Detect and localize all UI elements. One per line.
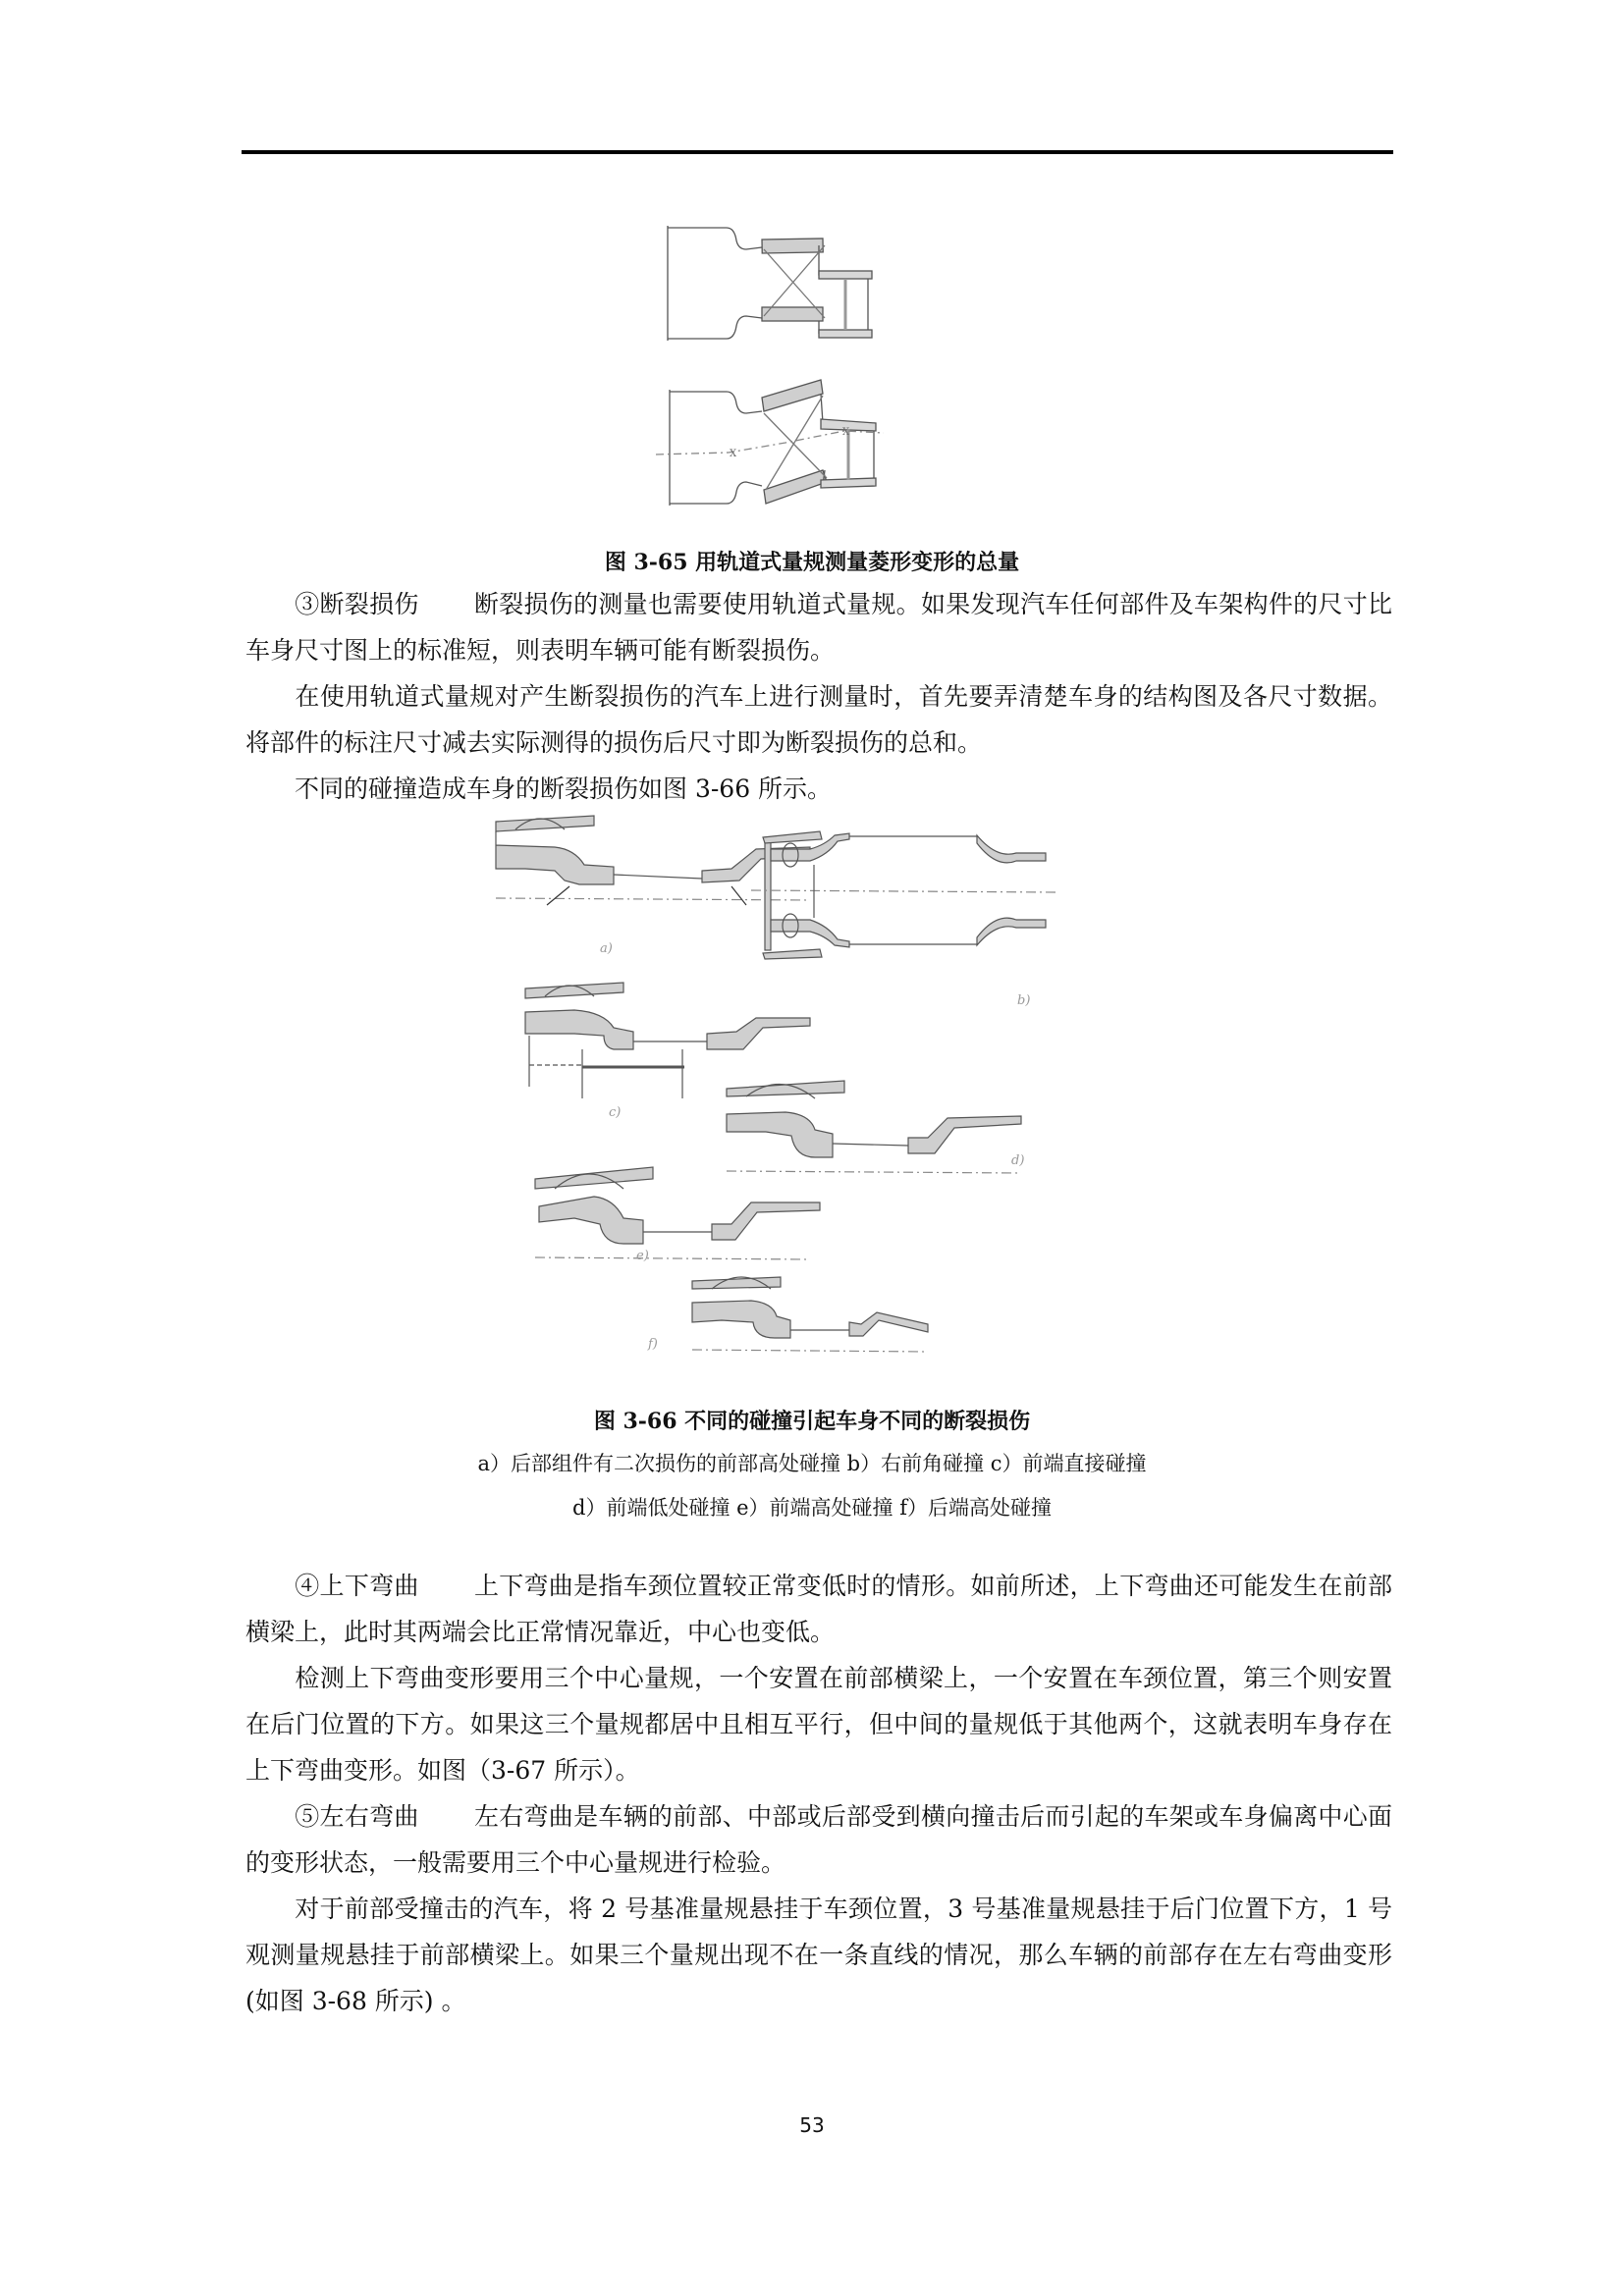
figure-3-66-subcaption-line2: d）前端低处碰撞 e）前端高处碰撞 f）后端高处碰撞 (572, 1496, 1052, 1520)
paragraph-text: 上下弯曲是指车颈位置较正常变低时的情形。如前所述，上下弯曲还可能发生在前部横梁上，此时其两端会比正常情况靠近，中心也变低。 (245, 1572, 1392, 1646)
figure-3-66-panel-a (496, 816, 810, 905)
figure-3-66-panel-d (727, 1081, 1021, 1173)
x-mark: X (842, 427, 850, 438)
figure-3-65 (648, 206, 972, 520)
paragraph-fracture-damage (245, 581, 1392, 673)
paragraph-text: 断裂损伤的测量也需要使用轨道式量规。如果发现汽车任何部件及车架构件的尺寸比车身尺寸图上的标准短，则表明车辆可能有断裂损伤。 (245, 590, 1392, 665)
figure-3-66-panel-f (692, 1277, 928, 1352)
figure-3-66-panel-c (525, 983, 810, 1098)
paragraph-vertical-bend-detect (245, 1655, 1392, 1793)
header-rule (242, 150, 1393, 154)
panel-label-d: d) (1011, 1153, 1025, 1168)
paragraph-fig-reference (245, 766, 1392, 812)
paragraph-text: 在使用轨道式量规对产生断裂损伤的汽车上进行测量时，首先要弄清楚车身的结构图及各尺寸数据。将部件的标注尺寸减去实际测得的损伤后尺寸即为断裂损伤的总和。 (245, 682, 1392, 757)
page-number: 53 (799, 2113, 825, 2137)
figure-3-66-panel-b (751, 831, 1056, 959)
figure-3-65-panel-normal (668, 226, 872, 341)
section-lead-vertical-bend: ④上下弯曲 (295, 1572, 419, 1600)
figure-3-65-panel-deformed (656, 380, 884, 506)
figure-3-66-panel-e (535, 1167, 820, 1259)
figure-3-65-caption: 图 3-65 用轨道式量规测量菱形变形的总量 (604, 550, 1020, 575)
panel-label-b: b) (1017, 993, 1031, 1008)
paragraph-fracture-measure (245, 673, 1392, 766)
figure-3-66-caption: 图 3-66 不同的碰撞引起车身不同的断裂损伤 (593, 1409, 1031, 1434)
section-lead-fracture: ③断裂损伤 (295, 590, 419, 618)
figure-3-66-subcaption-line1: a）后部组件有二次损伤的前部高处碰撞 b）右前角碰撞 c）前端直接碰撞 (477, 1452, 1147, 1475)
panel-label-c: c) (609, 1105, 622, 1120)
paragraph-text: 对于前部受撞击的汽车，将 2 号基准量规悬挂于车颈位置，3 号基准量规悬挂于后门位置下方，1 号观测量规悬挂于前部横梁上。如果三个量规出现不在一条直线的情况，那么车辆的前部存在左右弯曲变形 (如图 3-68 所示) 。 (245, 1895, 1392, 2015)
section-lead-lateral-bend: ⑤左右弯曲 (295, 1802, 419, 1831)
paragraph-lateral-bend (245, 1793, 1392, 1886)
paragraph-vertical-bend (245, 1563, 1392, 1655)
paragraph-text: 左右弯曲是车辆的前部、中部或后部受到横向撞击后而引起的车架或车身偏离中心面的变形状态，一般需要用三个中心量规进行检验。 (245, 1802, 1392, 1877)
paragraph-lateral-bend-detect (245, 1886, 1392, 2024)
paragraph-text: 不同的碰撞造成车身的断裂损伤如图 3-66 所示。 (295, 774, 833, 803)
panel-label-a: a) (600, 941, 613, 956)
figure-3-66 (486, 810, 1222, 1360)
panel-label-e: e) (636, 1249, 649, 1263)
panel-label-f: f) (648, 1337, 658, 1352)
paragraph-text: 检测上下弯曲变形要用三个中心量规，一个安置在前部横梁上，一个安置在车颈位置，第三个则安置在后门位置的下方。如果这三个量规都居中且相互平行，但中间的量规低于其他两个，这就表明车身存在上下弯曲变形。如图（3-67 所示）。 (245, 1664, 1392, 1785)
x-mark: X (730, 449, 737, 459)
